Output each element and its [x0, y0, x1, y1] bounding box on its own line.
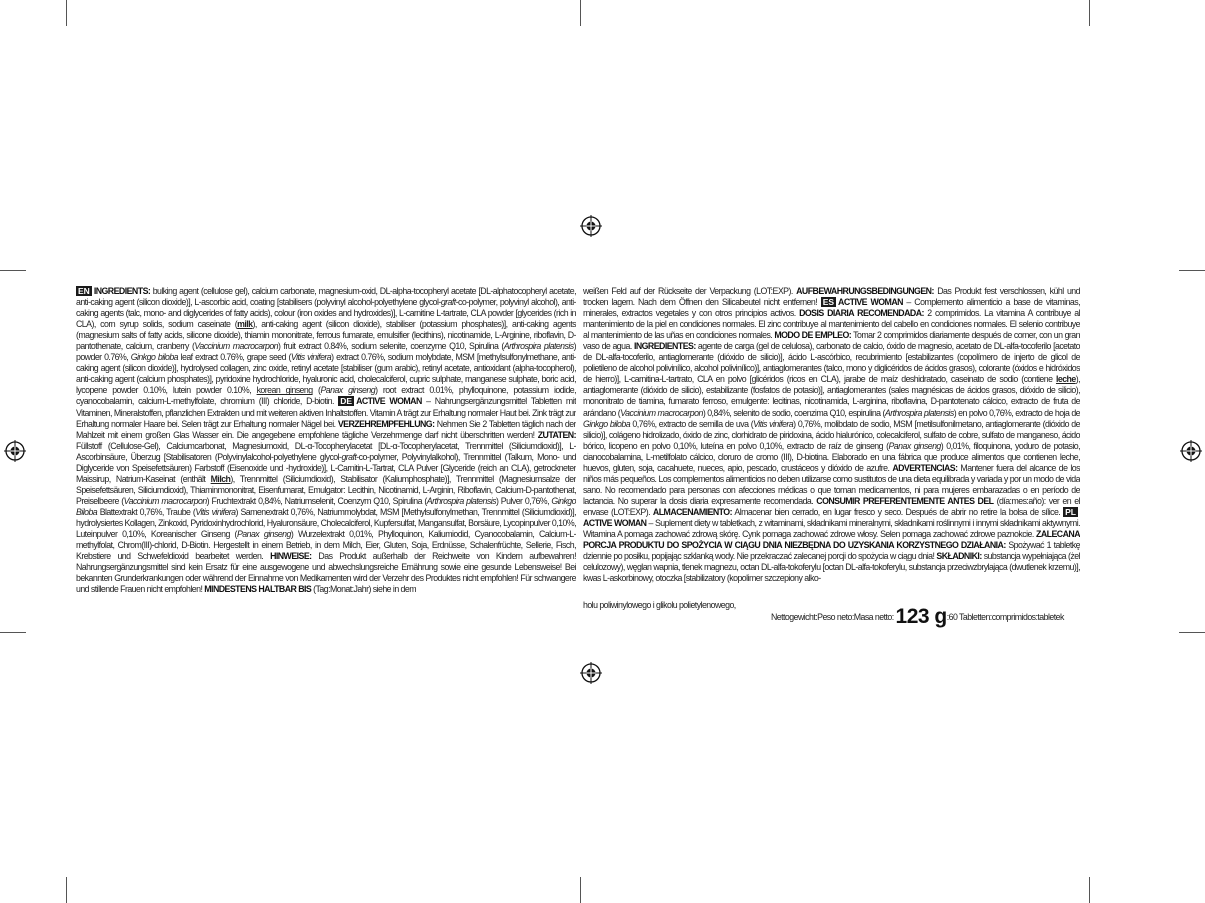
text: (Tag:Monat:Jahr) siehe in dem: [311, 584, 417, 595]
text: bulking agent (cellulose gel), calcium carbonate, magnesium-oxid, DL-alpha-tocopheryl acetate [DL-alphatocopheryl acetate, anti-caking agent (silicon dioxide)], L-ascorbic acid, coating [stabilisers (polyvinyl alcohol-polyethylene glycol-: [76, 286, 576, 308]
registration-target-left-icon: [4, 440, 26, 462]
text: Blattextrakt 0,76%, Traube (: [97, 506, 196, 517]
text: ) 0,01%, filoquinona, yoduro de potasio, cianocobalamina, L-metilfolato cálcico, cloruro de cromo (III), D-biotina. Elaborado en una fábrica que produce alimentos que contienen leche, huevos, gluten, soja, cacahuete, nueces, apio, pescado, crustáceos y dióxido de azufre.: [583, 440, 1080, 473]
crop-mark-bottom-center: [580, 877, 581, 903]
allergen-milk: milk: [237, 319, 253, 330]
product-title-de: ACTIVE WOMAN: [356, 396, 422, 407]
text: (: [312, 385, 321, 396]
language-badge-en: EN: [78, 286, 90, 296]
text: ), anti-caking agent (silicon dioxide), stabiliser (potassium phosphates)], anti-caking agents (magnesium salts of fatty acids, silicone dioxide), thiamin mononitrate, ferrous fumarate, emulsifier (lecithins), nicotinamide, L-Arginine, riboflavin, D-pantothenate, calcium, cranberry (: [76, 319, 576, 352]
text-italic: Vaccinium macrocarpon: [194, 341, 279, 352]
dose-heading-es: DOSIS DIARIA RECOMENDADA:: [799, 308, 924, 319]
text: ) Wurzelextrakt 0,01%, Phylloquinon, Kaliumiodid, Cyanocobalamin, Calcium-L-methylfolat, Chrom(III)-chlorid, D-Biotin. Hergestellt in einem Betrieb, in dem Milch, Eier, Gluten, Soja, Erdnüsse, Schalenfrüchte, Sellerie, Fisch, Krebstiere und Schwefeldioxid bearbeitet werden.: [76, 529, 576, 562]
text-italic: Ginkgo biloba: [130, 352, 179, 363]
warnings-heading-es: ADVERTENCIAS:: [892, 462, 958, 473]
text: 0,76%, extracto de semilla de uva (: [630, 418, 754, 429]
text: agente de carga (gel de celulosa), carbonato de calcio, óxido de magnesio, acetato de DL-alfa-tocoferilo [acetato de DL-alfa-tocoferilo, antiaglomerante (dióxido de silicio)], ácido L-ascórbico, recubrimiento [estabilizantes (copolímero de injerto de glicol de polietileno de alcohol polivinílico, alcohol polivinílico)], antiaglomerantes (talco, mono y diglicéridos de ácidos grasos), colorante (óxidos e hidróxidos de hierro)], L-carnitina-L-tartrato, CLA en polvo [glicéridos (ricos en CLA), jarabe de maíz deshidratado, caseinato de sodio (contiene: [583, 341, 1080, 385]
ingredients-fragment-pl: holu poliwinylowego i glikolu polietylenowego,: [583, 600, 736, 610]
best-before-heading-es: CONSUMIR PREFERENTEMENTE ANTES DEL: [816, 495, 994, 506]
text-italic: Vaccinium macrocarpon: [620, 407, 703, 418]
text: ) powder 0.76%,: [76, 341, 576, 363]
storage-heading-de: AUFBEWAHRUNGSBEDINGUNGEN:: [796, 286, 934, 296]
crop-mark-bottom-right: [1089, 877, 1090, 903]
text-italic: Panax ginseng: [888, 440, 941, 451]
crop-mark-top-left: [66, 0, 67, 26]
text: weißen Feld auf der Rückseite der Verpackung (LOT:EXP).: [583, 286, 797, 296]
text: leaf extract 0.76%, grape seed (: [178, 352, 291, 363]
registration-target-bottom-icon: [580, 662, 602, 684]
language-badge-de: DE: [340, 396, 353, 407]
text: ) 0,84%, selenito de sodio, coenzima Q10, espirulina (: [702, 407, 885, 418]
dose-heading-de: VERZEHREMPFEHLUNG:: [337, 418, 435, 429]
text: ) fruit extract 0.84%, sodium selenite, coenzyme Q10, Spirulina (: [278, 341, 504, 352]
text: (día:mes:año): ver en el envase (LOT:EXP).: [583, 495, 1080, 517]
text: Spożywać 1 tabletkę dziennie po posiłku, popijając szklanką wody. Nie przekraczać zalecanej porcji do spożycia w ciągu dnia!: [583, 540, 1080, 562]
text: ), Trennmittel (Siliciumdioxid), Stabilisator (Kaliumphosphate)], Trennmittel (Magnesiumsalze der Speisefettsäuren, Siliciumdioxid), Thiaminmononitrat, Eisenfumarat, Emulgator: Lecithin, Nicotinamid, L-Arginin, Riboflavin, Calcium-D-pantothenat, Preiselbeere (: [76, 473, 576, 506]
text: -co-polymer, polyvinyl alcohol), anti-caking agents (talc, mono- and diglycerides of fatty acids), colour (iron oxides and hydroxides)], L-carnitine L-tartrate, CLA powder [glycerides (rich in CLA), corn syrup solids, sodium caseinate (: [76, 297, 576, 330]
best-before-heading-de: MINDESTENS HALTBAR BIS: [204, 584, 312, 595]
allergen-leche: leche: [1055, 374, 1076, 385]
net-weight-line: [583, 598, 1080, 632]
text: ) Fruchtextrakt 0,84%, Natriumselenit, Coenzym Q10, Spirulina (: [206, 495, 427, 506]
text: Tomar 2 comprimidos diariamente después de comer, con un gran vaso de agua.: [583, 330, 1080, 352]
dose-heading-pl: ZALECANA PORCJA PRODUKTU DO SPOŻYCIA W CIĄGU DNIA NIEZBĘDNA DO UZYSKANIA KORZYSTNEGO DZIAŁANIA:: [583, 529, 1080, 551]
text-italic: Vaccinium macrocarpon: [123, 495, 207, 506]
text: – Nahrungsergänzungsmittel Tabletten mit Vitaminen, Mineralstoffen, pflanzlichen Extrakten und mit weiteren aktiven Inhaltstoffen. Vitamin A trägt zur Erhaltung normaler Haut bei. Zink trägt zur Erhaltung normaler Haare bei. Selen trägt zur Erhaltung normaler Nägel bei.: [76, 396, 576, 429]
text: Das Produkt fest verschlossen, kühl und trocken lagern. Nach dem Öffnen den Silicabeutel nicht entfernen!: [583, 286, 1080, 308]
crop-mark-left-upper: [0, 270, 26, 271]
text-italic: Panax ginseng: [236, 529, 291, 540]
language-badge-pl: PL: [1065, 506, 1076, 517]
text: Füllstoff (Cellulose-Gel), Calciumcarbonat, Magnesiumoxid, DL-α-Tocopherylacetat [DL-α-Tocopherylacetat, Trennmittel (Siliciumdioxid)], L-Ascorbinsäure, Überzug [Stabilisatoren (Polyvinylalcohol-polyethylene glycol-: [76, 440, 576, 462]
text: substancja wypełniająca (żel celulozowy), węglan wapnia, tlenek magnezu, octan DL-alfa-tokoferylu [octan DL-alfa-tokoferylu, substancja przeciwzbrylająca (dwutlenek krzemu)], kwas L-askorbinowy, otoczka [stabilizatory (kopolimer szczepiony alko-: [583, 551, 1080, 584]
crop-mark-left-lower: [0, 632, 26, 633]
label-text-left-column: [76, 286, 576, 626]
ingredients-heading-es: INGREDIENTES:: [633, 341, 696, 352]
text: -co-polymer, Polyvinylalkohol), Trennmittel (Talkum, Mono- und Diglyceride von Speisefettsäuren) Farbstoff (Eisenoxide und -hydroxide)], L-Carnitin-L-Tartrat, CLA Pulver [Glyceride (reich an CLA), getrockneter Maissirup, Natrium-Kaseinat (enthält: [76, 451, 576, 484]
text-italic: Ginkgo biloba: [583, 418, 631, 429]
text: ) extract 0.76%, sodium molybdate, MSM [methylsulfonylmethane, anti-caking agent (silicon dioxide)], hydrolysed collagen, zinc oxide, retinyl acetate [stabiliser (gum arabic), retinyl acetate, antioxidant (alpha-tocopherol), anti-caking agent (calcium phosphates)], pyridoxine hydrochloride, hyaluronic acid, cholecalciferol, cupric sulphate, manganese sulphate, boric acid, lycopene powder 0.10%, lutein powder 0.10%,: [76, 352, 576, 396]
registration-target-right-icon: [1180, 440, 1202, 462]
crop-mark-top-right: [1089, 0, 1090, 26]
text-italic: Vitis vinifera: [195, 506, 236, 517]
text-italic: graft: [341, 451, 357, 462]
crop-mark-top-center: [580, 0, 581, 26]
text-underlined: korean ginseng: [256, 385, 313, 396]
text-italic: Arthrospira platensis: [503, 341, 574, 352]
usage-heading-es: MODO DE EMPLEO:: [774, 330, 852, 341]
product-title-pl: ACTIVE WOMAN: [583, 517, 647, 528]
storage-heading-es: ALMACENAMIENTO:: [652, 506, 732, 517]
warnings-heading-de: HINWEISE:: [270, 551, 312, 562]
text: Nehmen Sie 2 Tabletten täglich nach der Mahlzeit mit einem großen Glas Wasser ein. Die angegebene empfohlene tägliche Verzehrmenge darf nicht überschritten werden!: [76, 418, 576, 440]
tablet-count: :60 Tabletten:comprimidos:tabletek: [946, 612, 1064, 622]
text-italic: Vitis vinifera: [753, 418, 794, 429]
label-text-right-column: [583, 286, 1080, 596]
crop-mark-right-upper: [1179, 270, 1205, 271]
text: – Complemento alimenticio a base de vitaminas, minerales, extractos vegetales y con otros principios activos.: [583, 297, 1080, 319]
net-weight: [771, 605, 1064, 629]
text: ) root extract 0.01%, phylloquinone, potassium iodide, cyanocobalamin, calcium-L-methylfolate, chromium (III) chloride, D-biotin.: [76, 385, 576, 407]
ingredients-heading-de: ZUTATEN:: [537, 429, 576, 440]
net-weight-value: 123 g: [895, 605, 947, 628]
registration-target-top-icon: [580, 215, 602, 237]
text: Mantener fuera del alcance de los niños más pequeños. Los complementos alimenticios no deben utilizarse como sustitutos de una dieta equilibrada y variada y por un modo de vida sano. No recomendado para personas con afecciones médicas o que toman medicamentos, ni para mujeres embarazadas o en período de lactancia. No superar la dosis diaria expresamente recomendada.: [583, 462, 1080, 506]
text-italic: Vitis vinifera: [290, 352, 332, 363]
text: Das Produkt außerhalb der Reichweite von Kindern aufbewahren! Nahrungsergänzungsmittel sind kein Ersatz für eine ausgewogene und abwechslungsreiche Ernährung sowie eine gesunde Lebensweise! Bei bekannten Grunderkrankungen oder während der Einnahme von Medikamenten wird der Verzehr des Produktes nicht empfohlen! Für schwangere und stillende Frauen nicht empfohlen!: [76, 551, 576, 595]
language-badge-es: ES: [822, 297, 835, 308]
text: 2 comprimidos. La vitamina A contribuye al mantenimiento de la piel en condiciones normales. El zinc contribuye al mantenimiento del cabello en condiciones normales. El selenio contribuye al mantenimiento de las uñas en condiciones normales.: [583, 308, 1080, 341]
crop-mark-right-lower: [1179, 632, 1205, 633]
net-weight-label: Nettogewicht:Peso neto:Masa netto:: [771, 612, 896, 622]
text-italic: Arthrospira platensis: [426, 495, 496, 506]
text-italic: Ginkgo Biloba: [76, 495, 576, 517]
text: ) Samenextrakt 0,76%, Natriummolybdat, MSM [Methylsulfonylmethan, Trennmittel (Siliciumdioxid)], hydrolysiertes Kollagen, Zinkoxid, Pyridoxinhydrochlorid, Hyaluronsäure, Cholecalciferol, Kupfersulfat, Mangansulfat, Borsäure, Lycopinpulver 0,10%, Luteinpulver 0,10%, Koreanischer Ginseng (: [76, 506, 576, 540]
crop-mark-bottom-left: [66, 877, 67, 903]
product-title-es: ACTIVE WOMAN: [838, 297, 903, 308]
ingredients-heading-en: INGREDIENTS:: [93, 286, 151, 296]
text: ) en polvo 0,76%, extracto de hoja de: [953, 407, 1080, 418]
text: Almacenar bien cerrado, en lugar fresco y seco. Después de abrir no retire la bolsa de sílice.: [731, 506, 1064, 517]
text: ) Pulver 0,76%,: [495, 495, 552, 506]
allergen-milch: Milch: [210, 473, 231, 484]
ingredients-heading-pl: SKŁADNIKI:: [936, 551, 982, 562]
text-italic: graft: [440, 297, 456, 308]
text: ) 0,76%, molibdato de sodio, MSM [metilsulfonilmetano, antiaglomerante (dióxido de silicio)], colágeno hidrolizado, óxido de zinc, clorhidrato de piridoxina, ácido hialurónico, colecalciferol, sulfato de cobre, sulfato de manganeso, ácido bórico, licopeno en polvo 0,10%, luteína en polvo 0,10%, extracto de raíz de ginseng (: [583, 418, 1080, 451]
text: ), antiaglomerante (dióxido de silicio), estabilizante (fosfatos de potasio)], antiaglomerantes (sales magnésicas de ácidos grasos, dióxido de silicio), mononitrato de tiamina, fumarato ferroso, emulgente: lecitinas, nicotinamida, L-arginina, riboflavina, D-pantotenato cálcico, extracto de fruta de arándano (: [583, 374, 1080, 418]
text-italic: Panax ginseng: [320, 385, 376, 396]
text-italic: Arthrospira platensis: [884, 407, 954, 418]
text: – Suplement diety w tabletkach, z witaminami, składnikami mineralnymi, składnikami roślinnymi i innymi składnikami aktywnymi. Witamina A pomaga zachować zdrową skórę. Cynk pomaga zachować zdrowe włosy. Selen pomaga zachować zdrowe paznokcie.: [583, 517, 1080, 540]
